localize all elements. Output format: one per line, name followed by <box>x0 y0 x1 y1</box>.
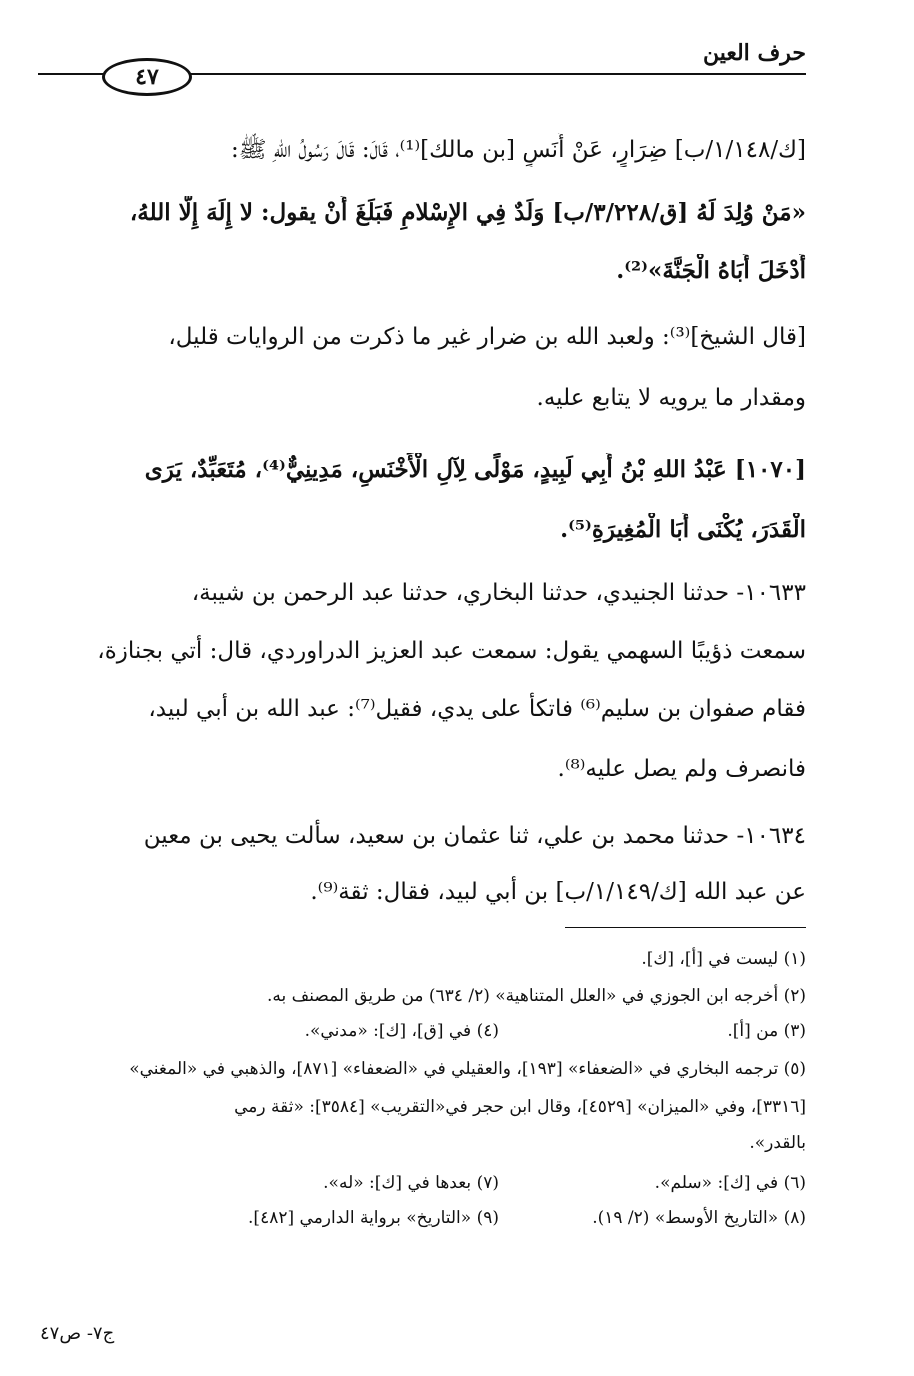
footnote: (٥) ترجمه البخاري في «الضعفاء» [١٩٣]، والعقيلي في «الضعفاء» [٨٧١]، والذهبي في «المغني» <box>129 1059 806 1079</box>
text-line: عن عبد الله [ك/١/١٤٩/ب] بن أبي لبيد، فقال: ثقة⁽⁹⁾. <box>310 879 806 905</box>
footnote: (٦) في [ك]: «سلم». <box>654 1173 806 1193</box>
footnote: [٣٣١٦]، وفي «الميزان» [٤٥٢٩]، وقال ابن حجر في«التقريب» [٣٥٨٤]: «ثقة رمي <box>234 1097 806 1117</box>
text-line: ١٠٦٣٤- حدثنا محمد بن علي، ثنا عثمان بن سعيد، سألت يحيى بن معين <box>143 823 806 849</box>
volume-page-label: ج٧- ص٤٧ <box>40 1323 115 1344</box>
chapter-title: حرف العين <box>702 40 806 66</box>
text-line: [قال الشيخ]⁽³⁾: ولعبد الله بن ضرار غير ما ذكرت من الروايات قليل، <box>168 324 806 350</box>
text-line: سمعت ذؤيبًا السهمي يقول: سمعت عبد العزيز الدراوردي، قال: أتي بجنازة، <box>97 638 806 664</box>
entry-heading-line: [١٠٧٠] عَبْدُ اللهِ بْنُ أَبِي لَبِيدٍ، مَوْلًى لِآلِ الْأَخْنَسِ، مَدِينِيٌّ⁽⁴⁾، مُتَعَبِّدٌ، يَرَى <box>144 456 806 483</box>
page-number-badge: ٤٧ <box>102 58 192 96</box>
footnote-separator <box>565 927 806 928</box>
text-line: فانصرف ولم يصل عليه⁽⁸⁾. <box>557 756 806 782</box>
footnote: (٩) «التاريخ» برواية الدارمي [٤٨٢]. <box>248 1208 499 1228</box>
footnote: (١) ليست في [أ]، [ك]. <box>641 949 806 969</box>
text-line: فقام صفوان بن سليم⁽⁶⁾ فاتكأ على يدي، فقيل⁽⁷⁾: عبد الله بن أبي لبيد، <box>148 696 806 722</box>
text-line: ومقدار ما يرويه لا يتابع عليه. <box>536 385 806 411</box>
text-line: [ك/١/١٤٨/ب] ضِرَارٍ، عَنْ أَنَسٍ [بن مالك]⁽¹⁾، قَالَ: قَالَ رَسُولُ اللهِ ﷺ: <box>231 137 806 163</box>
text-line: ١٠٦٣٣- حدثنا الجنيدي، حدثنا البخاري، حدثنا عبد الرحمن بن شيبة، <box>191 580 806 606</box>
hadith-text-line: «مَنْ وُلِدَ لَهُ [ق/٣/٢٢٨/ب] وَلَدٌ فِي الإِسْلامِ فَبَلَغَ أَنْ يقول: لا إِلَهَ إِلَّا اللهُ، <box>129 199 806 226</box>
footnote: (٣) من [أ]. <box>727 1021 806 1041</box>
footnote: (٧) بعدها في [ك]: «له». <box>323 1173 499 1193</box>
entry-heading-line: الْقَدَرَ، يُكْنَى أَبَا الْمُغِيرَةِ⁽⁵⁾. <box>560 516 806 543</box>
footnote: (٢) أخرجه ابن الجوزي في «العلل المتناهية» (٢/ ٦٣٤) من طريق المصنف به. <box>266 986 806 1006</box>
footnote: بالقدر». <box>749 1133 806 1153</box>
footnote: (٨) «التاريخ الأوسط» (٢/ ١٩). <box>592 1208 806 1228</box>
footnote: (٤) في [ق]، [ك]: «مدني». <box>304 1021 499 1041</box>
hadith-text-line: أَدْخَلَ أَبَاهُ الْجَنَّةَ»⁽²⁾. <box>616 257 806 284</box>
